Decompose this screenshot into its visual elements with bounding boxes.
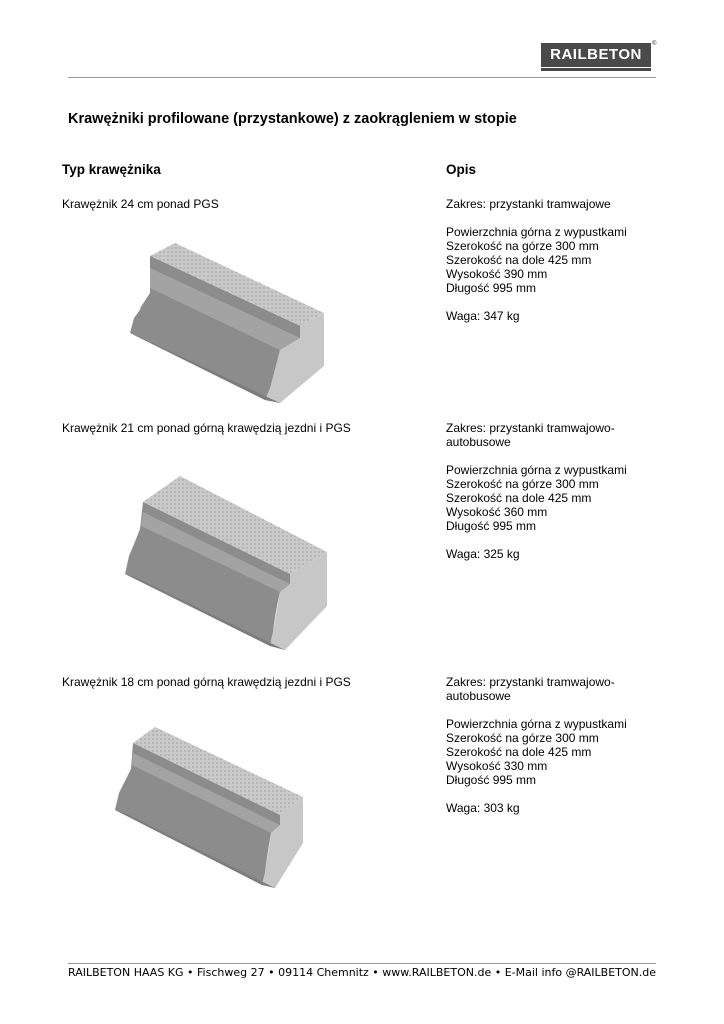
top-width-text: Szerokość na górze 300 mm <box>446 731 599 745</box>
curb-description-3 <box>446 675 646 815</box>
registered-mark: ® <box>652 41 657 47</box>
column-header-type: Typ krawężnika <box>62 162 161 177</box>
scope-text: Zakres: przystanki tramwajowo-autobusowe <box>446 675 615 703</box>
curb-description-2 <box>446 421 646 561</box>
length-text: Długość 995 mm <box>446 519 537 533</box>
header-divider <box>68 77 656 78</box>
weight-text: Waga: 347 kg <box>446 309 520 323</box>
page-title: Krawężniki profilowane (przystankowe) z zaokrągleniem w stopie <box>68 111 517 127</box>
bottom-width-text: Szerokość na dole 425 mm <box>446 491 592 505</box>
railbeton-logo <box>541 43 655 71</box>
surface-text: Powierzchnia górna z wypustkami <box>446 225 627 239</box>
curb-image-2 <box>125 474 330 652</box>
curb-type-2: Krawężnik 21 cm ponad górną krawędzią jezdni i PGS <box>62 421 351 435</box>
curb-type-3: Krawężnik 18 cm ponad górną krawędzią jezdni i PGS <box>62 675 351 689</box>
column-header-description: Opis <box>446 162 477 177</box>
length-text: Długość 995 mm <box>446 281 537 295</box>
height-text: Wysokość 390 mm <box>446 267 548 281</box>
bottom-width-text: Szerokość na dole 425 mm <box>446 745 592 759</box>
height-text: Wysokość 360 mm <box>446 505 548 519</box>
weight-text: Waga: 303 kg <box>446 801 520 815</box>
top-width-text: Szerokość na górze 300 mm <box>446 477 599 491</box>
top-width-text: Szerokość na górze 300 mm <box>446 239 599 253</box>
footer-contact: RAILBETON HAAS KG • Fischweg 27 • 09114 Chemnitz • www.RAILBETON.de • E-Mail info @RAILBETON.de <box>68 966 657 979</box>
height-text: Wysokość 330 mm <box>446 759 548 773</box>
curb-description-1 <box>446 197 646 323</box>
scope-text: Zakres: przystanki tramwajowe <box>446 197 611 211</box>
logo-text: RAILBETON <box>541 43 651 67</box>
surface-text: Powierzchnia górna z wypustkami <box>446 463 627 477</box>
bottom-width-text: Szerokość na dole 425 mm <box>446 253 592 267</box>
curb-image-1 <box>130 238 330 410</box>
scope-text: Zakres: przystanki tramwajowo-autobusowe <box>446 421 615 449</box>
weight-text: Waga: 325 kg <box>446 547 520 561</box>
length-text: Długość 995 mm <box>446 773 537 787</box>
curb-type-1: Krawężnik 24 cm ponad PGS <box>62 197 219 211</box>
curb-image-3 <box>115 725 305 890</box>
logo-underline <box>541 68 651 71</box>
footer-divider <box>68 963 656 964</box>
surface-text: Powierzchnia górna z wypustkami <box>446 717 627 731</box>
